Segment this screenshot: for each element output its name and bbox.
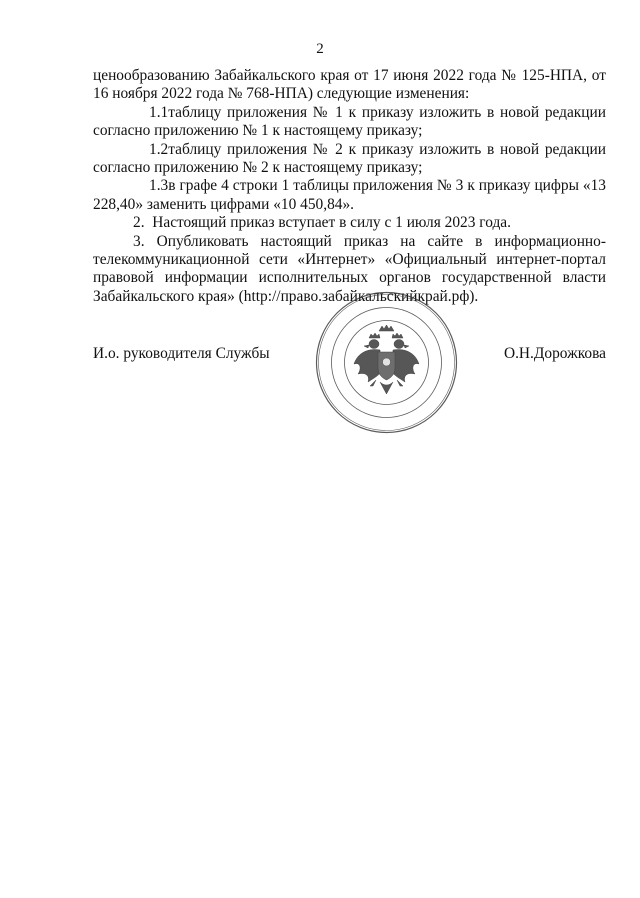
item-text: таблицу приложения № 2 к приказу изложить в новой редакции согласно приложению № 2 к настоящему приказу;	[93, 140, 606, 177]
signatory-position: И.о. руководителя Службы	[93, 345, 270, 362]
coat-of-arms-icon	[354, 325, 419, 394]
item-text: в графе 4 строки 1 таблицы приложения № 3 к приказу цифры «13 228,40» заменить цифрами «10 450,84».	[93, 177, 606, 213]
item-text: таблицу приложения № 1 к приказу изложить в новой редакции согласно приложению № 1 к настоящему приказу;	[93, 103, 606, 140]
paragraph-2	[93, 214, 606, 232]
item-text: Настоящий приказ вступает в силу с 1 июля 2023 года.	[152, 214, 511, 232]
paragraph-1-3	[93, 177, 606, 214]
item-number: 1.1	[149, 103, 169, 121]
paragraph-1-1	[93, 104, 606, 141]
page-number: 2	[316, 41, 324, 57]
signatory-name: О.Н.Дорожкова	[503, 345, 606, 362]
paragraph-intro: ценообразованию Забайкальского края от 17 июня 2022 года № 125-НПА, от 16 ноября 2022 года № 768-НПА) следующие изменения:	[93, 67, 606, 103]
item-number: 1.2	[149, 140, 169, 158]
document-body	[93, 67, 606, 306]
item-number: 2.	[133, 214, 145, 232]
paragraph-1-2	[93, 141, 606, 178]
item-number: 1.3	[149, 177, 169, 195]
official-seal-stamp	[314, 290, 459, 435]
item-number: 3.	[133, 232, 145, 250]
item-text: Опубликовать настоящий приказ на сайте в информационно-телекоммуникационной сети «Интернет» «Официальный интернет-портал правовой информации исполнительных органов государственной власти Забайкальского края» (http://право.забайкальскийкрай.рф).	[93, 232, 606, 305]
